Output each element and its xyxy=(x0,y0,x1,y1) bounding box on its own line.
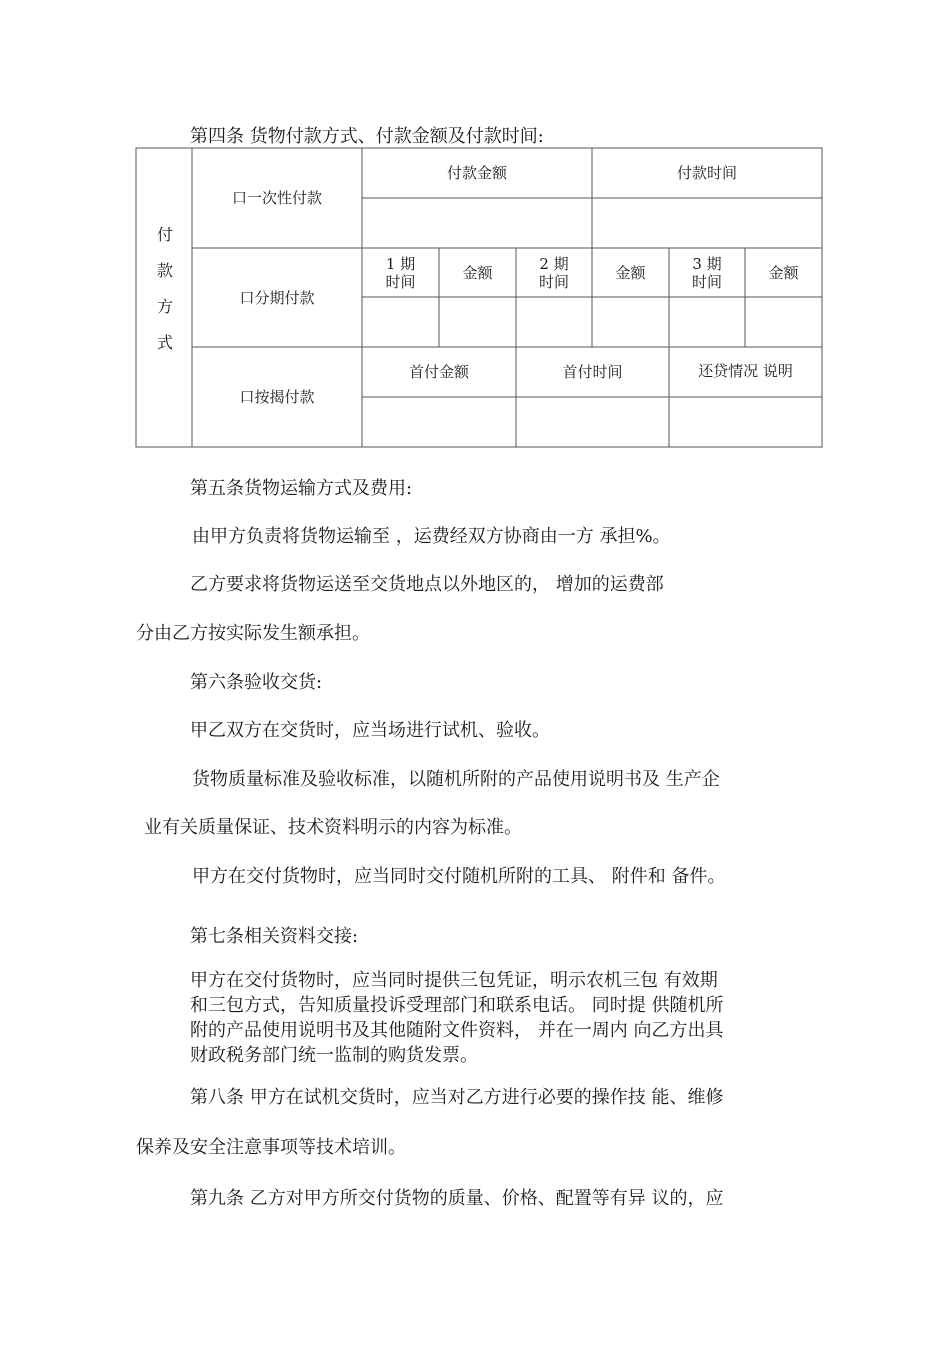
article5-line3: 分由乙方按实际发生额承担。 xyxy=(136,623,370,644)
header-period1-amount: 金额 xyxy=(462,263,493,282)
option-installment: 口分期付款 xyxy=(239,288,315,307)
article8-line1: 第八条 甲方在试机交货时，应当对乙方进行必要的操作技 能、维修 xyxy=(190,1087,724,1108)
header-period1-time xyxy=(362,248,439,297)
article5-line2: 乙方要求将货物运送至交货地点以外地区的， 增加的运费部 xyxy=(190,574,664,595)
option-mortgage: 口按揭付款 xyxy=(239,388,315,406)
article7-line3: 附的产品使用说明书及其他随附文件资料， 并在一周内 向乙方出具 xyxy=(190,1020,724,1041)
article6-line2: 货物质量标准及验收标准，以随机所附的产品使用说明书及 生产企 xyxy=(192,769,720,790)
article7-line4: 财政税务部门统一监制的购货发票。 xyxy=(190,1045,478,1066)
article8-line2: 保养及安全注意事项等技术培训。 xyxy=(136,1137,406,1158)
header-period3-time xyxy=(669,248,745,297)
article7-heading: 第七条相关资料交接: xyxy=(190,926,359,947)
header-period2-time xyxy=(516,248,592,297)
article6-heading: 第六条验收交货: xyxy=(190,672,323,693)
header-down-payment-time: 首付时间 xyxy=(562,363,623,381)
article4-heading: 第四条 货物付款方式、付款金额及付款时间: xyxy=(190,126,544,147)
period3-label: 3 期 xyxy=(692,254,722,273)
header-payment-amount: 付款金额 xyxy=(446,164,507,182)
article6-line4: 甲方在交付货物时，应当同时交付随机所附的工具、 附件和 备件。 xyxy=(192,866,726,887)
option-lump-sum: 口一次性付款 xyxy=(231,189,322,207)
period1-time-label: 时间 xyxy=(385,272,416,291)
header-period3-amount: 金额 xyxy=(768,263,799,282)
article5-heading: 第五条货物运输方式及费用: xyxy=(190,478,413,499)
period2-label: 2 期 xyxy=(539,254,569,273)
header-payment-time: 付款时间 xyxy=(676,164,737,182)
article7-line1: 甲方在交付货物时，应当同时提供三包凭证，明示农机三包 有效期 xyxy=(190,970,718,991)
side-label-text: 付款方式 xyxy=(154,225,174,370)
header-period2-amount: 金额 xyxy=(615,263,646,282)
article6-line1: 甲乙双方在交货时，应当场进行试机、验收。 xyxy=(190,720,550,741)
period2-time-label: 时间 xyxy=(538,272,569,291)
article6-line3: 业有关质量保证、技术资料明示的内容为标准。 xyxy=(144,817,522,838)
article7-line2: 和三包方式，告知质量投诉受理部门和联系电话。 同时提 供随机所 xyxy=(190,995,724,1016)
period3-time-label: 时间 xyxy=(691,272,722,291)
header-down-payment-amount: 首付金额 xyxy=(408,363,469,381)
article9-line1: 第九条 乙方对甲方所交付货物的质量、价格、配置等有异 议的，应 xyxy=(190,1188,724,1209)
article5-line1: 由甲方负责将货物运输至 ，运费经双方协商由一方 承担%。 xyxy=(192,526,671,547)
header-repayment-notes: 还贷情况 说明 xyxy=(698,362,793,380)
period1-label: 1 期 xyxy=(385,254,416,273)
payment-method-side-label xyxy=(136,148,192,447)
